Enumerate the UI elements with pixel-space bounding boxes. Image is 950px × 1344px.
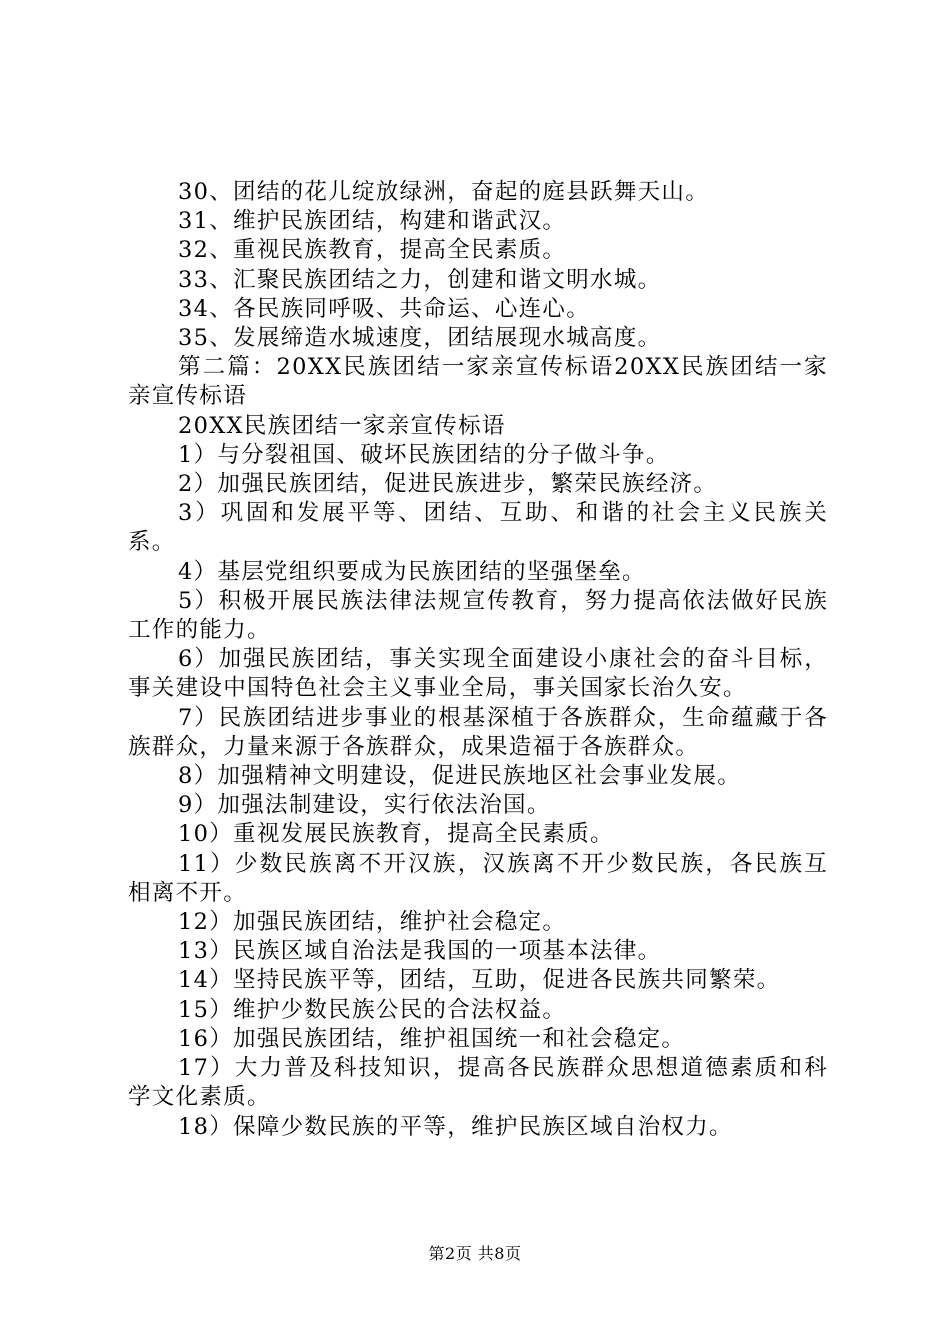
paragraph: 11）少数民族离不开汉族，汉族离不开少数民族，各民族互相离不开。: [128, 850, 828, 906]
paragraph: 9）加强法制建设，实行依法治国。: [178, 792, 551, 819]
paragraph: 35、发展缔造水城速度，团结展现水城高度。: [178, 325, 662, 352]
paragraph: 33、汇聚民族团结之力，创建和谐文明水城。: [178, 266, 662, 293]
document-body: [128, 178, 828, 1142]
paragraph: 31、维护民族团结，构建和谐武汉。: [178, 208, 567, 235]
paragraph: 30、团结的花儿绽放绿洲，奋起的庭县跃舞天山。: [178, 179, 710, 205]
paragraph: 5）积极开展民族法律法规宣传教育，努力提高依法做好民族工作的能力。: [128, 587, 828, 644]
paragraph: 18）保障少数民族的平等，维护民族区域自治权力。: [178, 1113, 733, 1140]
paragraph: 1）与分裂祖国、破坏民族团结的分子做斗争。: [178, 441, 670, 468]
paragraph: 13）民族区域自治法是我国的一项基本法律。: [178, 938, 662, 965]
paragraph: 6）加强民族团结，事关实现全面建设小康社会的奋斗目标，事关建设中国特色社会主义事业全局，事关国家长治久安。: [128, 646, 828, 702]
paragraph: 2）加强民族团结，促进民族进步，繁荣民族经济。: [178, 471, 718, 498]
paragraph: 15）维护少数民族公民的合法权益。: [178, 996, 567, 1023]
paragraph: 4）基层党组织要成为民族团结的坚强堡垒。: [178, 558, 646, 585]
paragraph: 17）大力普及科技知识，提高各民族群众思想道德素质和科学文化素质。: [128, 1055, 828, 1111]
paragraph: 16）加强民族团结，维护祖国统一和社会稳定。: [178, 1025, 686, 1052]
paragraph: 14）坚持民族平等，团结，互助，促进各民族共同繁荣。: [178, 967, 781, 994]
paragraph: 12）加强民族团结，维护社会稳定。: [178, 909, 567, 936]
section-subtitle: 20XX民族团结一家亲宣传标语: [178, 412, 506, 439]
paragraph: 10）重视发展民族教育，提高全民素质。: [178, 821, 614, 848]
page-footer: 第2页 共8页: [428, 1244, 522, 1263]
paragraph: 8）加强精神文明建设，促进民族地区社会事业发展。: [178, 763, 742, 790]
paragraph: 7）民族团结进步事业的根基深植于各族群众，生命蕴藏于各族群众，力量来源于各族群众，成果造福于各族群众。: [128, 704, 828, 760]
paragraph: 3）巩固和发展平等、团结、互助、和谐的社会主义民族关系。: [128, 500, 828, 556]
paragraph: 32、重视民族教育，提高全民素质。: [178, 237, 567, 264]
section-heading: 第二篇：20XX民族团结一家亲宣传标语20XX民族团结一家亲宣传标语: [128, 354, 828, 410]
paragraph: 34、各民族同呼吸、共命运、心连心。: [178, 295, 591, 322]
